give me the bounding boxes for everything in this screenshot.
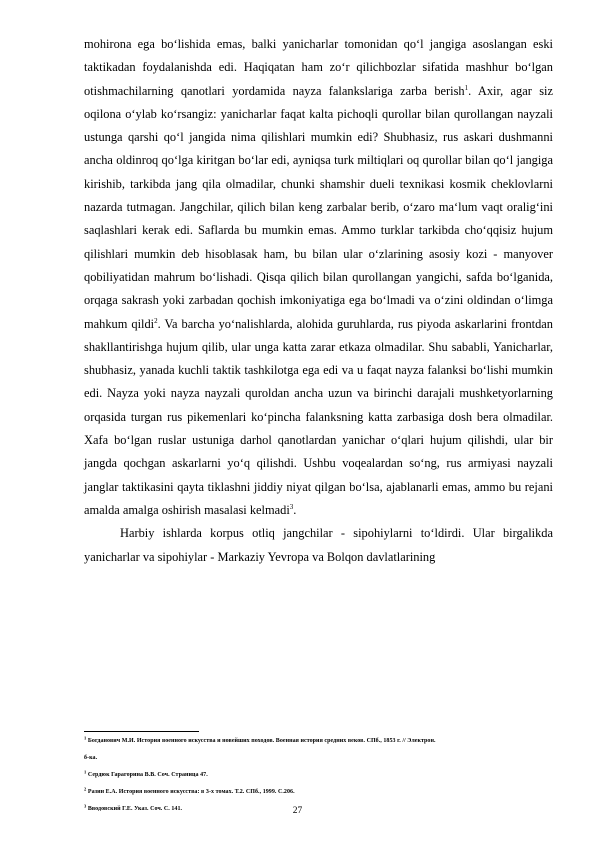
footnote-text: б-ка. — [84, 755, 98, 761]
footnote-ref-3: 3 — [289, 502, 294, 511]
footnote-mark: 1 — [84, 769, 87, 775]
footnote-mark: 2 — [84, 786, 87, 792]
paragraph-1-text-a: mohirona ega bo‘lishida emas, balki yanicharlar tomonidan qo‘l jangiga asoslangan eski taktikadan foydalanishda edi. Haqiqatan ham zo‘r qilichbozlar sifatida mashhur bo‘lgan otishmachilarning qanotlari yordamida nayza falankslariga zarba berish — [84, 37, 553, 98]
footnote-ref-2: 2 — [154, 316, 158, 325]
footnote-text: Сердюк Гарагорина В.В. Соч. Страница 47. — [87, 772, 208, 778]
paragraph-2: Harbiy ishlarda korpus otliq jangchilar - sipohiylarni to‘ldirdi. Ular birgalikda yanicharlar va sipohiylar - Markaziy Yevropa va Bolqon davlatlarining — [84, 526, 553, 564]
paragraph-1 — [84, 33, 553, 522]
footnote-text: Вводовский Г.Е. Указ. Соч. С. 141. — [87, 806, 183, 812]
footnote-text: Богданович М.И. История военного искусства и новейших походов. Военная история средних веков. СПб., 1853 г. // Электрон. — [87, 738, 436, 744]
footnote-1 — [84, 733, 553, 750]
page-number: 27 — [292, 806, 303, 816]
footnote-mark: 1 — [84, 735, 87, 741]
paragraph-1-text-d: . — [293, 502, 297, 517]
footnote-1b — [84, 767, 553, 784]
footnote-text: Разин Е.А. История военного искусства: в 3-х томах. Т.2. СПб., 1999. С.206. — [87, 789, 295, 795]
footnote-ref-1: 1 — [464, 83, 469, 92]
paragraph-1-text-c: . Va barcha yo‘nalishlarda, alohida guruhlarda, rus piyoda askarlarini frontdan shakllantirishga hujum qilib, ular unga katta zarar etkaza olmadilar. Shu sababli, Yanicharlar, shubhasiz, yanada kuchli taktik tashkilotga ega edi va u faqat nayza falanksi bo‘lishi mumkin edi. Nayza yoki nayza nayzali quroldan ancha uzun va birinchi darajali mushketyorlarning orqasida turgan rus pikemenlari ko‘pincha falanksning katta zarbasiga dosh bera olmadilar. Xafa bo‘lgan ruslar ustuniga darhol qanotlardan yanichar o‘qlari hujum qilishdi, ular bir jangda qochgan askarlarni yo‘q qilishdi. Ushbu voqealardan so‘ng, rus armiyasi nayzali janglar taktikasini qayta tiklashni jiddiy niyat qilgan bo‘lsa, ajablanarli emas, ammo bu rejani amalda amalga oshirish masalasi kelmadi — [84, 316, 553, 517]
footnote-2 — [84, 784, 553, 801]
footnote-separator — [84, 731, 199, 732]
footnote-mark: 3 — [84, 803, 87, 809]
footnote-1-continued — [84, 750, 553, 767]
paragraph-1-text-b: . Axir, agar siz oqilona o‘ylab ko‘rsangiz: yanicharlar faqat kalta pichoqli qurollar bilan qurollangan nayzali ustunga qarshi qo‘l jangida nima qilishlari mumkin edi? Shubhasiz, rus askari dushmanni ancha oldinroq qo‘lga kiritgan bo‘lar edi, ayniqsa turk miltiqlari oq qurollar bilan qo‘l jangiga kirishib, tarkibda jang qila olmadilar, chunki shamshir dueli texnikasi kosmik cheklovlarni nazarda tutmagan. Jangchilar, qilich bilan keng zarbalar berib, o‘zaro ma‘lum vaqt oralig‘ini saqlashlari kerak edi. Saflarda bu mumkin emas. Ammo turklar tarkibda cho‘qqisiz hujum qilishlari mumkin deb hisoblasak ham, bu bilan ular o‘zlarining asosiy kozi - manyover qobiliyatidan mahrum bo‘lishadi. Qisqa qilich bilan qurollangan yangichi, safda bo‘lganida, orqaga sakrash yoki zarbadan qochish imkoniyatiga ega bo‘lmadi va o‘zini oldindan o‘limga mahkum qildi — [84, 83, 553, 331]
body-text — [84, 33, 553, 569]
